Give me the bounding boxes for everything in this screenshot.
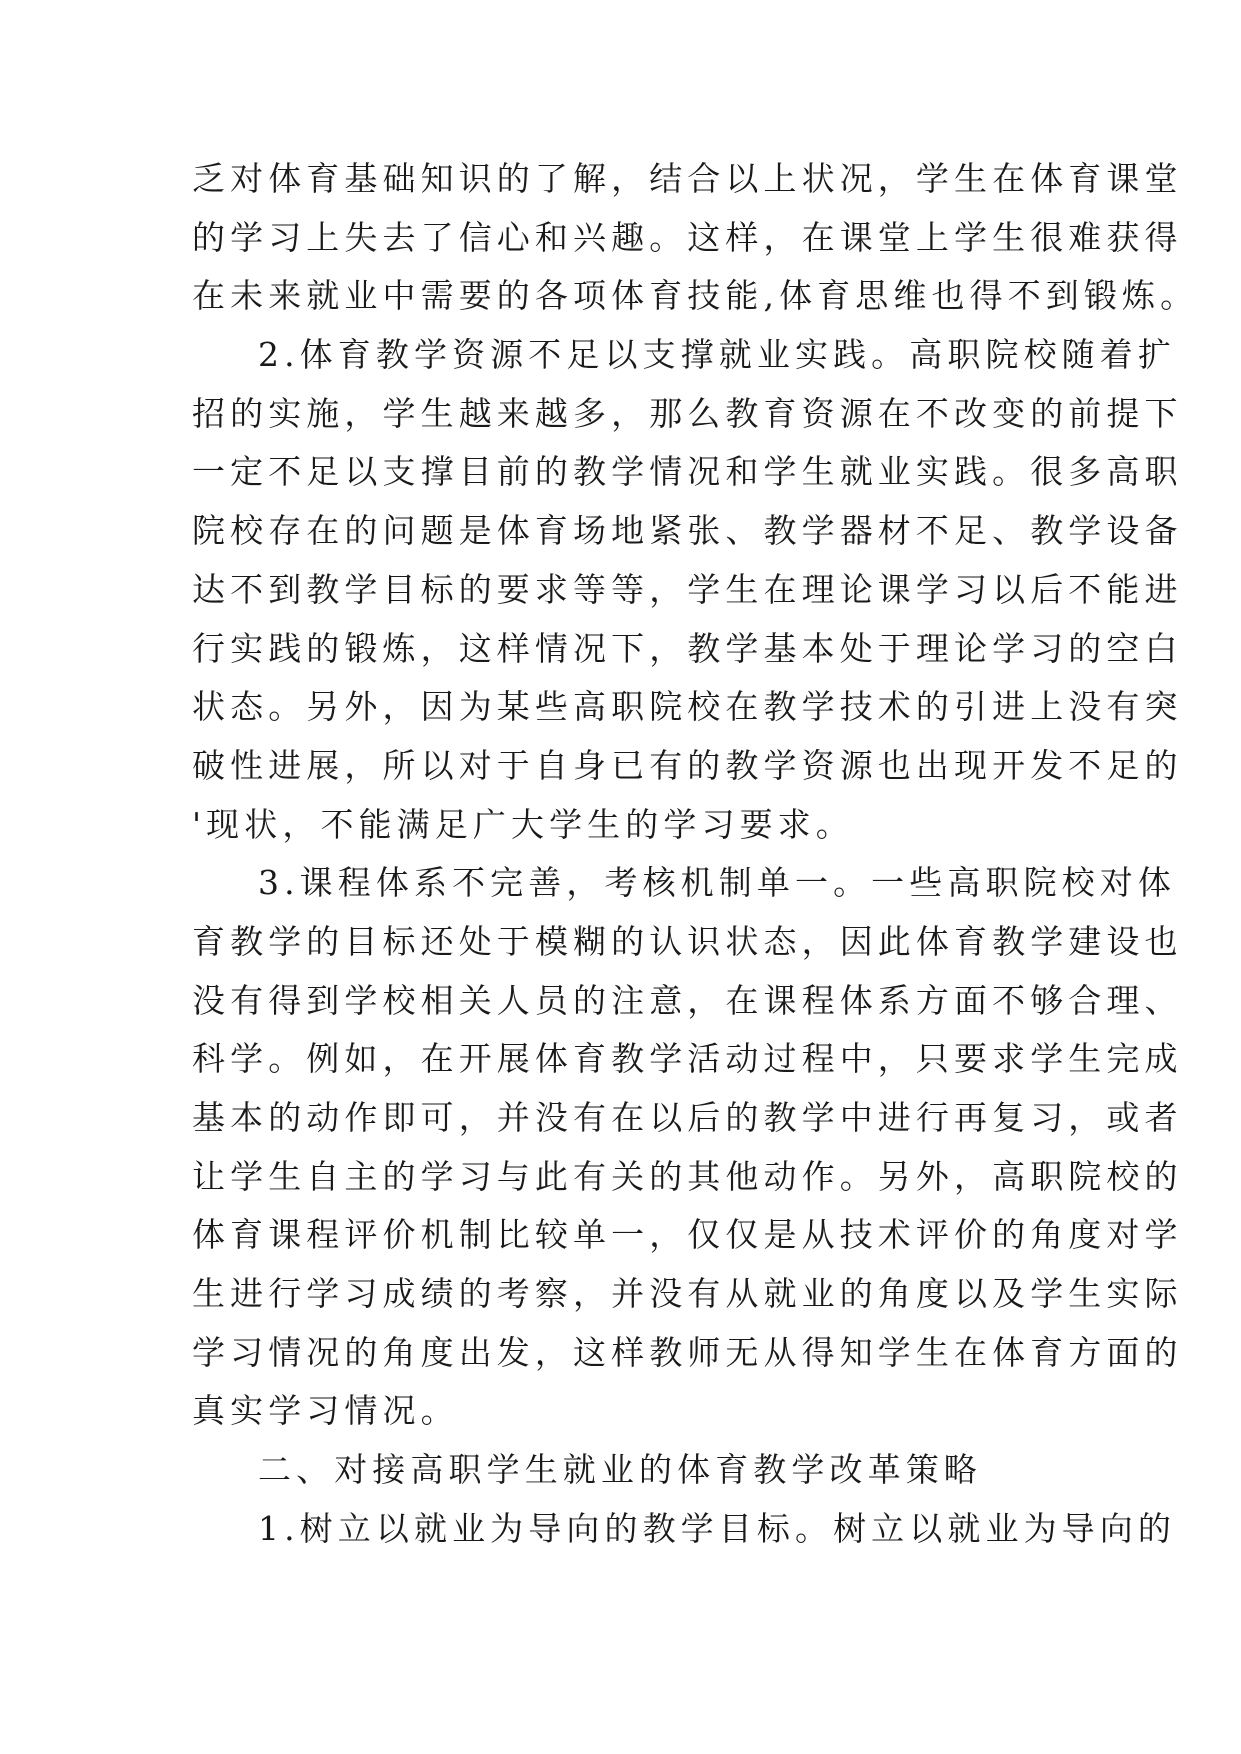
section-heading: 二、对接高职学生就业的体育教学改革策略 [258, 1450, 982, 1490]
text-line: 招的实施，学生越来越多，那么教育资源在不改变的前提下 [192, 393, 1183, 433]
text-line: 体育课程评价机制比较单一，仅仅是从技术评价的角度对学 [192, 1215, 1183, 1255]
text-line: 基本的动作即可，并没有在以后的教学中进行再复习，或者 [192, 1098, 1183, 1137]
text-line: 1.树立以就业为导向的教学目标。树立以就业为导向的 [258, 1508, 1176, 1548]
text-line: 3.课程体系不完善，考核机制单一。一些高职院校对体 [258, 863, 1176, 903]
text-line: 达不到教学目标的要求等等，学生在理论课学习以后不能进 [192, 569, 1183, 609]
text-line: 生进行学习成绩的考察，并没有从就业的角度以及学生实际 [192, 1274, 1183, 1314]
text-line: 学习情况的角度出发，这样教师无从得知学生在体育方面的 [192, 1332, 1183, 1372]
text-line: 让学生自主的学习与此有关的其他动作。另外，高职院校的 [192, 1156, 1183, 1196]
text-line: 2.体育教学资源不足以支撑就业实践。高职院校随着扩 [258, 335, 1176, 375]
text-line: 院校存在的问题是体育场地紧张、教学器材不足、教学设备 [192, 511, 1183, 551]
text-line: '现状，不能满足广大学生的学习要求。 [192, 804, 854, 844]
text-line: 科学。例如，在开展体育教学活动过程中，只要求学生完成 [192, 1039, 1183, 1079]
text-line: 行实践的锻炼，这样情况下，教学基本处于理论学习的空白 [192, 628, 1183, 668]
text-line: 破性进展，所以对于自身已有的教学资源也出现开发不足的 [192, 745, 1183, 785]
text-line: 一定不足以支撑目前的教学情况和学生就业实践。很多高职 [192, 452, 1183, 492]
text-line: 真实学习情况。 [192, 1391, 459, 1431]
body-text [192, 150, 1199, 1559]
text-line: 的学习上失去了信心和兴趣。这样，在课堂上学生很难获得 [192, 217, 1183, 257]
text-line: 在未来就业中需要的各项体育技能,体育思维也得不到锻炼。 [192, 276, 1199, 316]
text-line: 育教学的目标还处于模糊的认识状态，因此体育教学建设也 [192, 921, 1183, 961]
text-line: 没有得到学校相关人员的注意，在课程体系方面不够合理、 [192, 980, 1183, 1020]
text-line: 乏对体育基础知识的了解，结合以上状况，学生在体育课堂 [192, 159, 1183, 198]
text-line: 状态。另外，因为某些高职院校在教学技术的引进上没有突 [192, 687, 1183, 727]
